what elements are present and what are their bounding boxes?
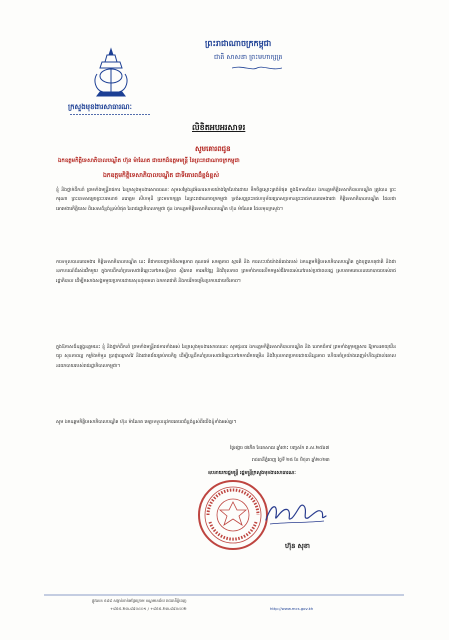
body-paragraph-2: ការទទួលបានគោរមងារ កិត្តិទេសាភិបាលបណ្ឌិត នេះ គឺជាការបញ្ជាក់ពីសមត្ថភាព គុណធម៌ សមត្ថភាព ស្មារតី និង ការលះបង់យ៉ាងធំធេងរបស់ ឯកឧត្តមកិត្តិទេសាភិបាលបណ្ឌិត ក្នុងបុព្វហេតុជាតិ និងជាឧទាហរណ៍ដ៏រស់រវើកមួយ ក្នុងការដឹកនាំប្រទេសជាតិឆ្ពោះទៅរកសន្តិភាព ស្ថិរភាព ការអភិវឌ្ឍ និងវិបុលភាព ព្រមទាំងការលើកកម្ពស់ជីវភាពរស់នៅរបស់ប្រជាពលរដ្ឋ ស្របតាមគោលនយោបាយរបស់រាជរដ្ឋាភិបាល ដើម្បីកសាងសង្គមមួយប្រកបដោយសុខដុមរមនា ឯកភាពជាតិ និងការរីកចម្រើនប្រកបដោយចីរភាព។ (56, 260, 396, 284)
footer-rule-icon (44, 594, 404, 596)
motto-ornament-icon (232, 65, 282, 71)
ministry-name: ក្រសួងមុខងារសាធារណៈ (68, 103, 132, 111)
footer-website[interactable]: http://www.mcs.gov.kh (270, 606, 314, 611)
body-paragraph-3: ក្នុងឱកាសដ៏ឧត្តុង្គឧត្តមនេះ ខ្ញុំ និងថ្នាក់ដឹកនាំ ព្រមទាំងមន្ត្រីរាជការទាំងអស់ នៃក្រសួងមុខងារសាធារណៈ សូមជូនពរ ឯកឧត្តមកិត្តិទេសាភិបាលបណ្ឌិត និង លោកជំទាវ ព្រមទាំងក្រុមគ្រួសារ ឱ្យមានអាយុយឺនយូរ សុខភាពល្អ កម្លាំងមាំមួន ប្រាជ្ញាឈ្លាសវៃ និងជោគជ័យគ្រប់ភារកិច្ច ដើម្បីបន្តដឹកនាំប្រទេសជាតិឆ្ពោះទៅរកការរីកចម្រើន និងវិបុលភាពប្រកបដោយនិរន្តរភាព ហើយគាំទ្រយ៉ាងពេញទំហឹងនូវរាល់គោលនយោបាយរបស់រាជរដ្ឋាភិបាលកម្ពុជា។ (56, 345, 396, 369)
signer-name: ហ៊ុន សុខា (285, 542, 310, 550)
official-seal-icon (196, 478, 270, 552)
signer-position: ឧបនាយករដ្ឋមន្ត្រី រដ្ឋមន្ត្រីក្រសួងមុខងារសាធារណៈ (208, 471, 296, 476)
recipient-line-2: ឯកឧត្តមកិត្តិទេសាភិបាលបណ្ឌិត ជាទីគោរពដ៏ខ្ពង់ខ្ពស់ (103, 172, 220, 179)
royal-emblem-icon (91, 46, 131, 102)
body-paragraph-1: ខ្ញុំ និងថ្នាក់ដឹកនាំ ព្រមទាំងមន្ត្រីរាជការ នៃក្រសួងមុខងារសាធារណៈ សូមសម្តែងនូវអំណរសាទរយ៉ាងក្រៃលែងដោយ ទឹកចិត្តស្មោះត្រង់បំផុត ក្នុងឱកាសដែល ឯកឧត្តមកិត្តិទេសាភិបាលបណ្ឌិត ត្រូវបាន ព្រះករុណា ព្រះបាទសម្តេចព្រះបរមនាថ នរោត្តម សីហមុនី ព្រះមហាក្សត្រ នៃព្រះរាជាណាចក្រកម្ពុជា ទ្រង់សព្វព្រះរាជហឫទ័យប្រោសប្រទានព្រះរាជទានគោរមងារជា កិត្តិទេសាភិបាលបណ្ឌិត ដែលជាគោរមងារកិត្តិយស ពិសេសដ៏ខ្ពង់ខ្ពស់បំផុត នៃរាជរដ្ឋាភិបាលកម្ពុជា ជូន ឯកឧត្តមកិត្តិទេសាភិបាលបណ្ឌិត ហ៊ុន ម៉ាណែត ដែលមុខក្រសួង។ (56, 188, 396, 212)
date-lunar: ថ្ងៃអង្គារ ៧កើត ខែអាសាឍ ឆ្នាំថោះ បញ្ចស័ក ព.ស.២៥៦៧ (230, 446, 330, 451)
signature-icon (262, 496, 332, 530)
national-motto: ជាតិ សាសនា ព្រះមហាក្សត្រ (214, 53, 283, 61)
footer-phone: +៨៥៥-២៣-៨៨០៤០១ / +៨៥៥-២៣-៨៨០៤០២ (110, 606, 187, 611)
footer-address: ផ្លូវលេខ ៥៩៨ សង្កាត់ចាក់អង្រែក្រោម ខណ្ឌមានជ័យ រាជធានីភ្នំពេញ (92, 598, 187, 603)
ministry-underline-icon (70, 113, 150, 116)
salutation: សូមគោរពជូន (195, 145, 231, 153)
kingdom-heading: ព្រះរាជាណាចក្រកម្ពុជា (205, 39, 272, 48)
date-solar: រាជធានីភ្នំពេញ ថ្ងៃទី ២៥ ខែ មិថុនា ឆ្នាំ២០២៣ (252, 458, 330, 463)
body-paragraph-4: សូម ឯកឧត្តមកិត្តិទេសាភិបាលបណ្ឌិត ហ៊ុន ម៉ាណែត មេត្តាទទួលនូវការគោរពដ៏ខ្ពង់ខ្ពស់ពីយើងខ្ញុំទាំងអស់គ្នា។ (56, 420, 237, 425)
letter-title: លិខិតអបអរសាទរ (192, 123, 246, 132)
recipient-line-1: ឯកឧត្តមកិត្តិទេសាភិបាលបណ្ឌិត ហ៊ុន ម៉ាណែត ជាយកដ៏ឧត្ដមមន្ត្រី នៃព្រះរាជាណាចក្រកម្ពុជា (58, 158, 240, 164)
